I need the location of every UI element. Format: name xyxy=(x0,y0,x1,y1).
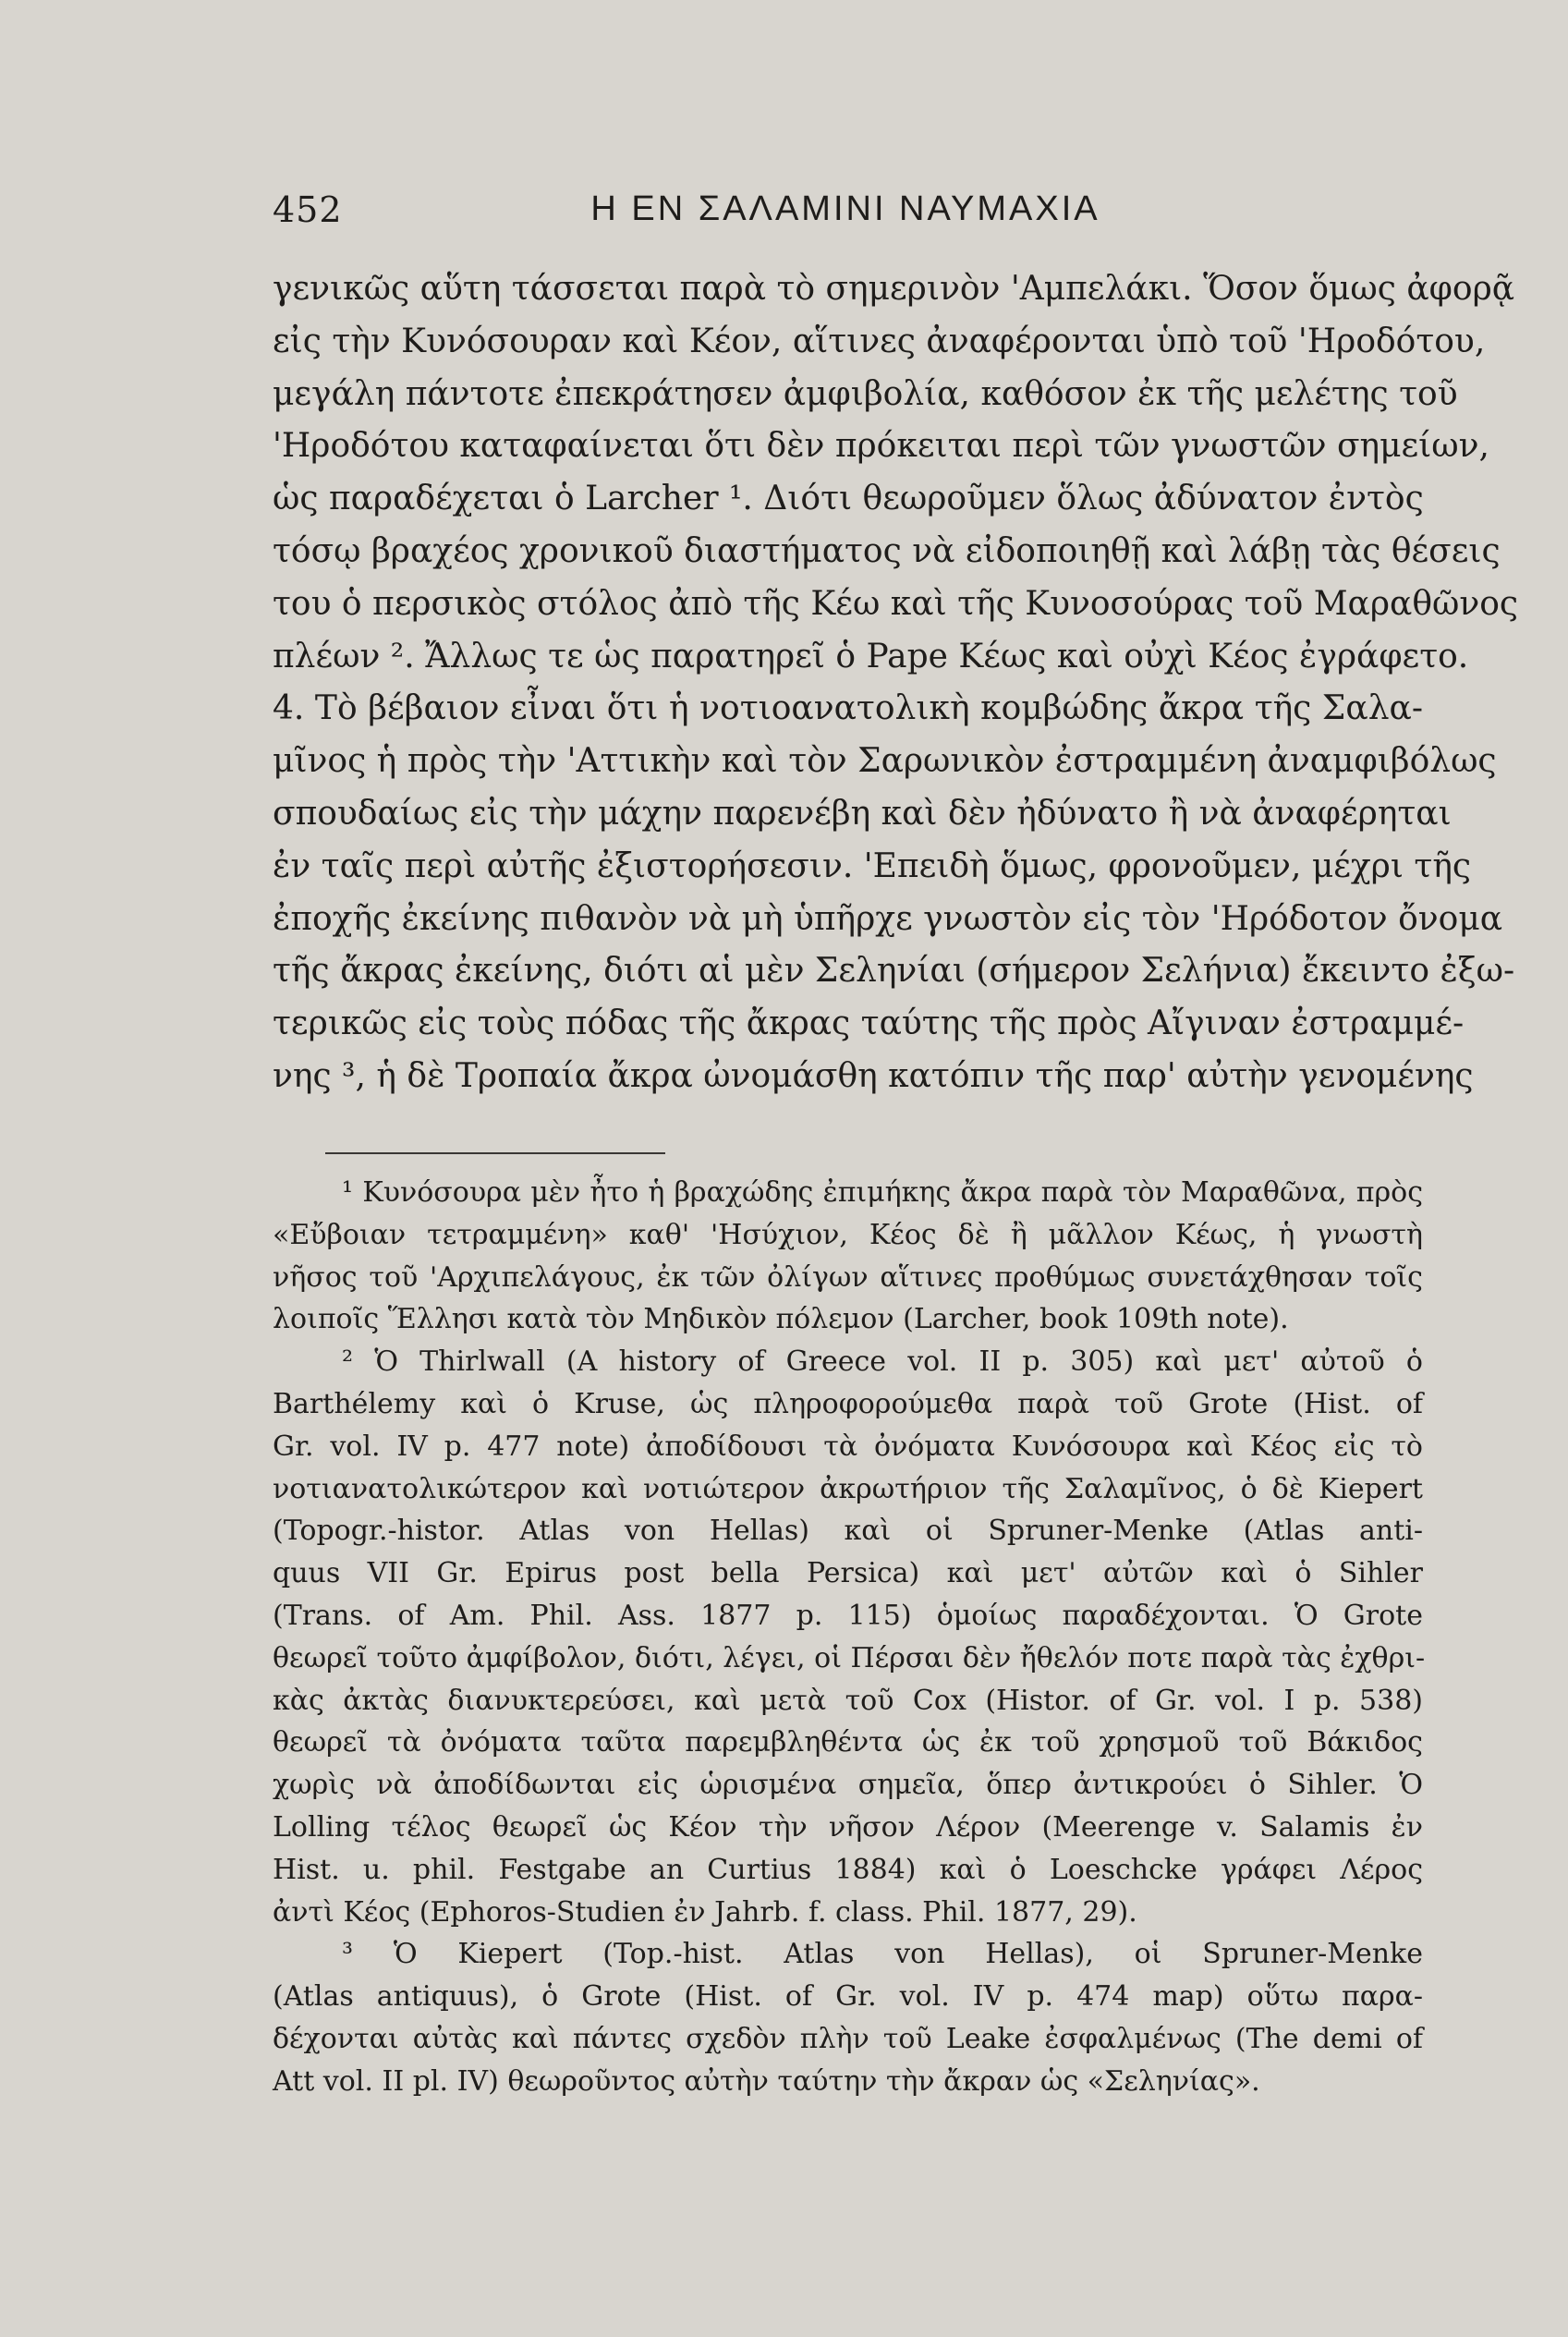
footnote-line: νοτιανατολικώτερον καὶ νοτιώτερον ἀκρωτήριον τῆς Σαλαμῖνος, ὁ δὲ Kiepert xyxy=(273,1472,1423,1505)
body-line: ἐποχῆς ἐκείνης πιθανὸν νὰ μὴ ὑπῆρχε γνωστὸν εἰς τὸν 'Ηρόδοτον ὄνομα xyxy=(273,899,1503,938)
footnote-line: χωρὶς νὰ ἀποδίδωνται εἰς ὡρισμένα σημεῖα, ὅπερ ἀντικρούει ὁ Sihler. Ὁ xyxy=(273,1769,1423,1802)
footnote-line: θεωρεῖ τὰ ὀνόματα ταῦτα παρεμβληθέντα ὡς ἐκ τοῦ χρησμοῦ τοῦ Βάκιδος xyxy=(273,1726,1423,1759)
page-header xyxy=(273,189,1418,254)
body-line: ἐν ταῖς περὶ αὐτῆς ἐξιστορήσεσιν. 'Επειδὴ ὅμως, φρονοῦμεν, μέχρι τῆς xyxy=(273,846,1472,885)
footnote-line: (Topogr.-histor. Atlas von Hellas) καὶ οἱ Spruner-Menke (Atlas anti- xyxy=(273,1515,1423,1548)
body-line: μῖνος ἡ πρὸς τὴν 'Αττικὴν καὶ τὸν Σαρωνικὸν ἐστραμμένη ἀναμφιβόλως xyxy=(273,742,1497,781)
body-line: νης ³, ἡ δὲ Τροπαία ἄκρα ὠνομάσθη κατόπιν τῆς παρ' αὐτὴν γενομένης xyxy=(273,1056,1474,1095)
footnote-line: «Εὔβοιαν τετραμμένη» καθ' 'Ησύχιον, Κέος δὲ ἢ μᾶλλον Κέως, ἡ γνωστὴ xyxy=(273,1218,1423,1251)
body-line: τῆς ἄκρας ἐκείνης, διότι αἱ μὲν Σεληνίαι (σήμερον Σελήνια) ἔκειντο ἐξω- xyxy=(273,952,1515,991)
footnote-line: Lolling τέλος θεωρεῖ ὡς Κέον τὴν νῆσον Λέρον (Meerenge v. Salamis ἐν xyxy=(273,1810,1423,1844)
footnote-line: quus VII Gr. Epirus post bella Persica) καὶ μετ' αὐτῶν καὶ ὁ Sihler xyxy=(273,1557,1423,1590)
footnote-line: Hist. u. phil. Festgabe an Curtius 1884) καὶ ὁ Loeschcke γράφει Λέρος xyxy=(273,1853,1423,1886)
running-title: Η ΕΝ ΣΑΛΑΜΙΝΙ ΝΑΥΜΑΧΙΑ xyxy=(590,189,1100,228)
body-line: μεγάλη πάντοτε ἐπεκράτησεν ἀμφιβολία, καθόσον ἐκ τῆς μελέτης τοῦ xyxy=(273,374,1458,413)
footnote-line: δέχονται αὐτὰς καὶ πάντες σχεδὸν πλὴν τοῦ Leake ἐσφαλμένως (The demi of xyxy=(273,2022,1423,2055)
body-text xyxy=(273,263,1519,1103)
body-line: 4. Τὸ βέβαιον εἶναι ὅτι ἡ νοτιοανατολικὴ κομβώδης ἄκρα τῆς Σαλα- xyxy=(273,689,1423,728)
footnote-line: κὰς ἀκτὰς διανυκτερεύσει, καὶ μετὰ τοῦ Cox (Histor. of Gr. vol. I p. 538) xyxy=(273,1684,1423,1717)
body-line: εἰς τὴν Κυνόσουραν καὶ Κέον, αἵτινες ἀναφέρονται ὑπὸ τοῦ 'Ηροδότου, xyxy=(273,322,1486,360)
body-line: τόσῳ βραχέος χρονικοῦ διαστήματος νὰ εἰδοποιηθῇ καὶ λάβῃ τὰς θέσεις xyxy=(273,531,1501,570)
body-line: ὡς παραδέχεται ὁ Larcher ¹. Διότι θεωροῦμεν ὅλως ἀδύνατον ἐντὸς xyxy=(273,480,1424,518)
body-line: πλέων ². Ἄλλως τε ὡς παρατηρεῖ ὁ Pape Κέως καὶ οὐχὶ Κέος ἐγράφετο. xyxy=(273,637,1469,676)
page-number: 452 xyxy=(273,189,343,230)
footnote-line: Barthélemy καὶ ὁ Kruse, ὡς πληροφορούμεθα παρὰ τοῦ Grote (Hist. of xyxy=(273,1387,1423,1420)
body-line: 'Ηροδότου καταφαίνεται ὅτι δὲν πρόκειται περὶ τῶν γνωστῶν σημείων, xyxy=(273,427,1489,466)
footnote-line: ἀντὶ Κέος (Ephoros-Studien ἐν Jahrb. f. class. Phil. 1877, 29). xyxy=(273,1895,1137,1929)
body-line: του ὁ περσικὸς στόλος ἀπὸ τῆς Κέω καὶ τῆς Κυνοσούρας τοῦ Μαραθῶνος xyxy=(273,584,1519,623)
footnotes xyxy=(273,1172,1426,2103)
footnote-line: Att vol. II pl. IV) θεωροῦντος αὐτὴν ταύτην τὴν ἄκραν ὡς «Σεληνίας». xyxy=(273,2064,1260,2098)
footnote-line: (Trans. of Am. Phil. Ass. 1877 p. 115) ὁμοίως παραδέχονται. Ὁ Grote xyxy=(273,1599,1423,1632)
footnote-separator-rule xyxy=(325,1152,665,1154)
footnote-line: θεωρεῖ τοῦτο ἀμφίβολον, διότι, λέγει, οἱ Πέρσαι δὲν ἤθελόν ποτε παρὰ τὰς ἐχθρι- xyxy=(273,1641,1426,1674)
body-line: σπουδαίως εἰς τὴν μάχην παρενέβη καὶ δὲν ἠδύνατο ἢ νὰ ἀναφέρηται xyxy=(273,794,1452,833)
footnote-line: Gr. vol. IV p. 477 note) ἀποδίδουσι τὰ ὀνόματα Κυνόσουρα καὶ Κέος εἰς τὸ xyxy=(273,1430,1423,1463)
footnote-line: ³ Ὁ Kiepert (Top.-hist. Atlas von Hellas), οἱ Spruner-Menke xyxy=(342,1938,1423,1971)
footnote-line: ¹ Κυνόσουρα μὲν ἦτο ἡ βραχώδης ἐπιμήκης ἄκρα παρὰ τὸν Μαραθῶνα, πρὸς xyxy=(342,1176,1423,1209)
footnote-line: νῆσος τοῦ 'Αρχιπελάγους, ἐκ τῶν ὀλίγων αἵτινες προθύμως συνετάχθησαν τοῖς xyxy=(273,1260,1423,1294)
footnote-line: ² Ὁ Thirlwall (A history of Greece vol. II p. 305) καὶ μετ' αὐτοῦ ὁ xyxy=(342,1345,1423,1379)
body-line: γενικῶς αὕτη τάσσεται παρὰ τὸ σημερινὸν 'Αμπελάκι. Ὅσον ὅμως ἀφορᾷ xyxy=(273,270,1515,308)
body-line: τερικῶς εἰς τοὺς πόδας τῆς ἄκρας ταύτης τῆς πρὸς Αἴγιναν ἐστραμμέ- xyxy=(273,1004,1465,1043)
footnote-line: (Atlas antiquus), ὁ Grote (Hist. of Gr. vol. IV p. 474 map) οὕτω παρα- xyxy=(273,1980,1423,2014)
footnote-line: λοιποῖς Ἕλλησι κατὰ τὸν Μηδικὸν πόλεμον (Larcher, book 109th note). xyxy=(273,1303,1289,1336)
